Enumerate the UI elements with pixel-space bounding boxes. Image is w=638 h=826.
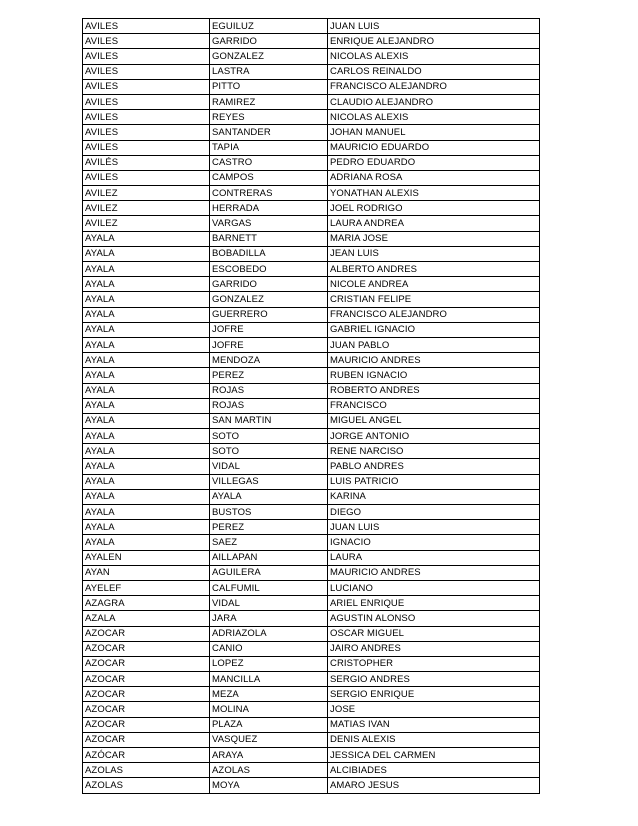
last-name-1-cell: AVILES bbox=[83, 79, 210, 94]
given-names-cell: LAURA bbox=[328, 550, 540, 565]
given-names-cell: YONATHAN ALEXIS bbox=[328, 186, 540, 201]
last-name-1-cell: AVILES bbox=[83, 110, 210, 125]
table-row bbox=[83, 277, 540, 292]
table-row bbox=[83, 580, 540, 595]
last-name-1-cell: AYELEF bbox=[83, 580, 210, 595]
given-names-cell: ENRIQUE ALEJANDRO bbox=[328, 34, 540, 49]
last-name-2-cell: AILLAPAN bbox=[210, 550, 328, 565]
last-name-2-cell: SOTO bbox=[210, 429, 328, 444]
last-name-1-cell: AZOCAR bbox=[83, 702, 210, 717]
given-names-cell: FRANCISCO ALEJANDRO bbox=[328, 307, 540, 322]
last-name-2-cell: SOTO bbox=[210, 444, 328, 459]
given-names-cell: IGNACIO bbox=[328, 535, 540, 550]
last-name-1-cell: AYALA bbox=[83, 231, 210, 246]
last-name-1-cell: AZAGRA bbox=[83, 596, 210, 611]
given-names-cell: JUAN LUIS bbox=[328, 19, 540, 34]
last-name-1-cell: AZÓCAR bbox=[83, 748, 210, 763]
last-name-2-cell: ESCOBEDO bbox=[210, 262, 328, 277]
last-name-2-cell: ROJAS bbox=[210, 383, 328, 398]
last-name-1-cell: AYALA bbox=[83, 337, 210, 352]
given-names-cell: DIEGO bbox=[328, 505, 540, 520]
table-row bbox=[83, 550, 540, 565]
last-name-1-cell: AYALA bbox=[83, 459, 210, 474]
table-row bbox=[83, 94, 540, 109]
table-row bbox=[83, 64, 540, 79]
last-name-2-cell: GARRIDO bbox=[210, 277, 328, 292]
last-name-1-cell: AVILEZ bbox=[83, 216, 210, 231]
table-row bbox=[83, 413, 540, 428]
last-name-1-cell: AZOCAR bbox=[83, 626, 210, 641]
last-name-2-cell: ARAYA bbox=[210, 748, 328, 763]
last-name-2-cell: GONZALEZ bbox=[210, 292, 328, 307]
last-name-1-cell: AVILES bbox=[83, 94, 210, 109]
last-name-1-cell: AVILES bbox=[83, 125, 210, 140]
last-name-2-cell: EGUILUZ bbox=[210, 19, 328, 34]
given-names-cell: CRISTOPHER bbox=[328, 656, 540, 671]
last-name-1-cell: AYALA bbox=[83, 322, 210, 337]
last-name-1-cell: AYALA bbox=[83, 262, 210, 277]
last-name-2-cell: JOFRE bbox=[210, 337, 328, 352]
last-name-2-cell: CALFUMIL bbox=[210, 580, 328, 595]
table-row bbox=[83, 474, 540, 489]
given-names-cell: MATIAS IVAN bbox=[328, 717, 540, 732]
last-name-1-cell: AYALA bbox=[83, 383, 210, 398]
table-row bbox=[83, 702, 540, 717]
given-names-cell: MAURICIO ANDRES bbox=[328, 353, 540, 368]
given-names-cell: GABRIEL IGNACIO bbox=[328, 322, 540, 337]
table-row bbox=[83, 170, 540, 185]
given-names-cell: JUAN LUIS bbox=[328, 520, 540, 535]
last-name-1-cell: AYALA bbox=[83, 277, 210, 292]
last-name-1-cell: AYALEN bbox=[83, 550, 210, 565]
given-names-cell: RENE NARCISO bbox=[328, 444, 540, 459]
given-names-cell: FRANCISCO ALEJANDRO bbox=[328, 79, 540, 94]
last-name-2-cell: RAMIREZ bbox=[210, 94, 328, 109]
last-name-1-cell: AZOCAR bbox=[83, 687, 210, 702]
given-names-cell: LAURA ANDREA bbox=[328, 216, 540, 231]
last-name-2-cell: BARNETT bbox=[210, 231, 328, 246]
last-name-2-cell: GARRIDO bbox=[210, 34, 328, 49]
given-names-cell: PABLO ANDRES bbox=[328, 459, 540, 474]
last-name-2-cell: AZOLAS bbox=[210, 763, 328, 778]
table-row bbox=[83, 732, 540, 747]
table-row bbox=[83, 231, 540, 246]
last-name-1-cell: AVILES bbox=[83, 49, 210, 64]
last-name-1-cell: AVILÉS bbox=[83, 155, 210, 170]
table-row bbox=[83, 444, 540, 459]
last-name-2-cell: AYALA bbox=[210, 489, 328, 504]
last-name-1-cell: AYAN bbox=[83, 565, 210, 580]
last-name-1-cell: AYALA bbox=[83, 307, 210, 322]
last-name-2-cell: ADRIAZOLA bbox=[210, 626, 328, 641]
last-name-2-cell: CASTRO bbox=[210, 155, 328, 170]
given-names-cell: RUBEN IGNACIO bbox=[328, 368, 540, 383]
table-row bbox=[83, 201, 540, 216]
table-row bbox=[83, 383, 540, 398]
given-names-cell: JEAN LUIS bbox=[328, 246, 540, 261]
table-row bbox=[83, 155, 540, 170]
table-row bbox=[83, 140, 540, 155]
last-name-1-cell: AVILEZ bbox=[83, 201, 210, 216]
last-name-2-cell: TAPIA bbox=[210, 140, 328, 155]
table-row bbox=[83, 763, 540, 778]
last-name-1-cell: AVILES bbox=[83, 170, 210, 185]
last-name-1-cell: AYALA bbox=[83, 353, 210, 368]
table-row bbox=[83, 748, 540, 763]
table-row bbox=[83, 778, 540, 793]
last-name-1-cell: AYALA bbox=[83, 292, 210, 307]
last-name-2-cell: GONZALEZ bbox=[210, 49, 328, 64]
table-row bbox=[83, 216, 540, 231]
names-table bbox=[82, 18, 540, 794]
table-row bbox=[83, 368, 540, 383]
last-name-1-cell: AVILES bbox=[83, 19, 210, 34]
given-names-cell: NICOLAS ALEXIS bbox=[328, 49, 540, 64]
last-name-2-cell: LOPEZ bbox=[210, 656, 328, 671]
table-row bbox=[83, 110, 540, 125]
given-names-cell: DENIS ALEXIS bbox=[328, 732, 540, 747]
given-names-cell: JOSE bbox=[328, 702, 540, 717]
table-row bbox=[83, 672, 540, 687]
last-name-2-cell: SAEZ bbox=[210, 535, 328, 550]
given-names-cell: JESSICA DEL CARMEN bbox=[328, 748, 540, 763]
table-row bbox=[83, 19, 540, 34]
given-names-cell: CARLOS REINALDO bbox=[328, 64, 540, 79]
last-name-1-cell: AZOCAR bbox=[83, 656, 210, 671]
table-row bbox=[83, 398, 540, 413]
last-name-1-cell: AVILEZ bbox=[83, 186, 210, 201]
given-names-cell: MAURICIO EDUARDO bbox=[328, 140, 540, 155]
last-name-2-cell: VIDAL bbox=[210, 459, 328, 474]
last-name-2-cell: HERRADA bbox=[210, 201, 328, 216]
given-names-cell: ALCIBIADES bbox=[328, 763, 540, 778]
table-row bbox=[83, 322, 540, 337]
table-row bbox=[83, 262, 540, 277]
last-name-1-cell: AYALA bbox=[83, 444, 210, 459]
last-name-1-cell: AZOCAR bbox=[83, 732, 210, 747]
last-name-2-cell: PITTO bbox=[210, 79, 328, 94]
table-row bbox=[83, 49, 540, 64]
given-names-cell: KARINA bbox=[328, 489, 540, 504]
given-names-cell: SERGIO ENRIQUE bbox=[328, 687, 540, 702]
given-names-cell: LUCIANO bbox=[328, 580, 540, 595]
last-name-1-cell: AZOLAS bbox=[83, 778, 210, 793]
given-names-cell: LUIS PATRICIO bbox=[328, 474, 540, 489]
given-names-cell: ADRIANA ROSA bbox=[328, 170, 540, 185]
last-name-1-cell: AYALA bbox=[83, 429, 210, 444]
table-row bbox=[83, 246, 540, 261]
last-name-2-cell: GUERRERO bbox=[210, 307, 328, 322]
table-row bbox=[83, 429, 540, 444]
last-name-2-cell: MENDOZA bbox=[210, 353, 328, 368]
table-row bbox=[83, 565, 540, 580]
last-name-1-cell: AVILES bbox=[83, 140, 210, 155]
given-names-cell: CLAUDIO ALEJANDRO bbox=[328, 94, 540, 109]
last-name-1-cell: AYALA bbox=[83, 505, 210, 520]
table-row bbox=[83, 505, 540, 520]
table-row bbox=[83, 687, 540, 702]
last-name-2-cell: JARA bbox=[210, 611, 328, 626]
last-name-2-cell: VASQUEZ bbox=[210, 732, 328, 747]
last-name-2-cell: PLAZA bbox=[210, 717, 328, 732]
table-row bbox=[83, 459, 540, 474]
names-table-body bbox=[83, 19, 540, 794]
last-name-2-cell: VILLEGAS bbox=[210, 474, 328, 489]
last-name-2-cell: VARGAS bbox=[210, 216, 328, 231]
last-name-2-cell: PEREZ bbox=[210, 368, 328, 383]
table-row bbox=[83, 611, 540, 626]
last-name-2-cell: MANCILLA bbox=[210, 672, 328, 687]
given-names-cell: AMARO JESUS bbox=[328, 778, 540, 793]
last-name-2-cell: REYES bbox=[210, 110, 328, 125]
last-name-2-cell: VIDAL bbox=[210, 596, 328, 611]
table-row bbox=[83, 292, 540, 307]
last-name-1-cell: AYALA bbox=[83, 368, 210, 383]
last-name-2-cell: CAMPOS bbox=[210, 170, 328, 185]
given-names-cell: JUAN PABLO bbox=[328, 337, 540, 352]
table-row bbox=[83, 520, 540, 535]
last-name-2-cell: MEZA bbox=[210, 687, 328, 702]
last-name-1-cell: AZOLAS bbox=[83, 763, 210, 778]
table-row bbox=[83, 307, 540, 322]
last-name-2-cell: SAN MARTIN bbox=[210, 413, 328, 428]
last-name-1-cell: AVILES bbox=[83, 64, 210, 79]
last-name-2-cell: BOBADILLA bbox=[210, 246, 328, 261]
last-name-1-cell: AVILES bbox=[83, 34, 210, 49]
given-names-cell: FRANCISCO bbox=[328, 398, 540, 413]
last-name-2-cell: CANIO bbox=[210, 641, 328, 656]
given-names-cell: MAURICIO ANDRES bbox=[328, 565, 540, 580]
last-name-1-cell: AYALA bbox=[83, 413, 210, 428]
table-row bbox=[83, 535, 540, 550]
last-name-2-cell: LASTRA bbox=[210, 64, 328, 79]
table-row bbox=[83, 337, 540, 352]
table-row bbox=[83, 353, 540, 368]
table-row bbox=[83, 596, 540, 611]
last-name-2-cell: AGUILERA bbox=[210, 565, 328, 580]
given-names-cell: JAIRO ANDRES bbox=[328, 641, 540, 656]
last-name-1-cell: AYALA bbox=[83, 520, 210, 535]
last-name-1-cell: AZOCAR bbox=[83, 641, 210, 656]
table-row bbox=[83, 656, 540, 671]
given-names-cell: AGUSTIN ALONSO bbox=[328, 611, 540, 626]
last-name-2-cell: MOLINA bbox=[210, 702, 328, 717]
table-row bbox=[83, 626, 540, 641]
table-row bbox=[83, 34, 540, 49]
last-name-1-cell: AYALA bbox=[83, 398, 210, 413]
last-name-2-cell: MOYA bbox=[210, 778, 328, 793]
given-names-cell: PEDRO EDUARDO bbox=[328, 155, 540, 170]
given-names-cell: MIGUEL ANGEL bbox=[328, 413, 540, 428]
given-names-cell: JOHAN MANUEL bbox=[328, 125, 540, 140]
given-names-cell: ALBERTO ANDRES bbox=[328, 262, 540, 277]
table-row bbox=[83, 717, 540, 732]
last-name-1-cell: AYALA bbox=[83, 246, 210, 261]
table-row bbox=[83, 125, 540, 140]
last-name-2-cell: BUSTOS bbox=[210, 505, 328, 520]
last-name-1-cell: AYALA bbox=[83, 535, 210, 550]
last-name-2-cell: PEREZ bbox=[210, 520, 328, 535]
last-name-2-cell: ROJAS bbox=[210, 398, 328, 413]
table-row bbox=[83, 186, 540, 201]
last-name-1-cell: AZOCAR bbox=[83, 672, 210, 687]
last-name-1-cell: AYALA bbox=[83, 489, 210, 504]
table-row bbox=[83, 79, 540, 94]
given-names-cell: NICOLAS ALEXIS bbox=[328, 110, 540, 125]
given-names-cell: MARIA JOSE bbox=[328, 231, 540, 246]
given-names-cell: JORGE ANTONIO bbox=[328, 429, 540, 444]
last-name-1-cell: AZALA bbox=[83, 611, 210, 626]
last-name-2-cell: SANTANDER bbox=[210, 125, 328, 140]
given-names-cell: ROBERTO ANDRES bbox=[328, 383, 540, 398]
table-row bbox=[83, 641, 540, 656]
table-row bbox=[83, 489, 540, 504]
last-name-1-cell: AYALA bbox=[83, 474, 210, 489]
last-name-2-cell: CONTRERAS bbox=[210, 186, 328, 201]
given-names-cell: CRISTIAN FELIPE bbox=[328, 292, 540, 307]
given-names-cell: OSCAR MIGUEL bbox=[328, 626, 540, 641]
last-name-1-cell: AZOCAR bbox=[83, 717, 210, 732]
given-names-cell: SERGIO ANDRES bbox=[328, 672, 540, 687]
given-names-cell: ARIEL ENRIQUE bbox=[328, 596, 540, 611]
last-name-2-cell: JOFRE bbox=[210, 322, 328, 337]
given-names-cell: NICOLE ANDREA bbox=[328, 277, 540, 292]
given-names-cell: JOEL RODRIGO bbox=[328, 201, 540, 216]
